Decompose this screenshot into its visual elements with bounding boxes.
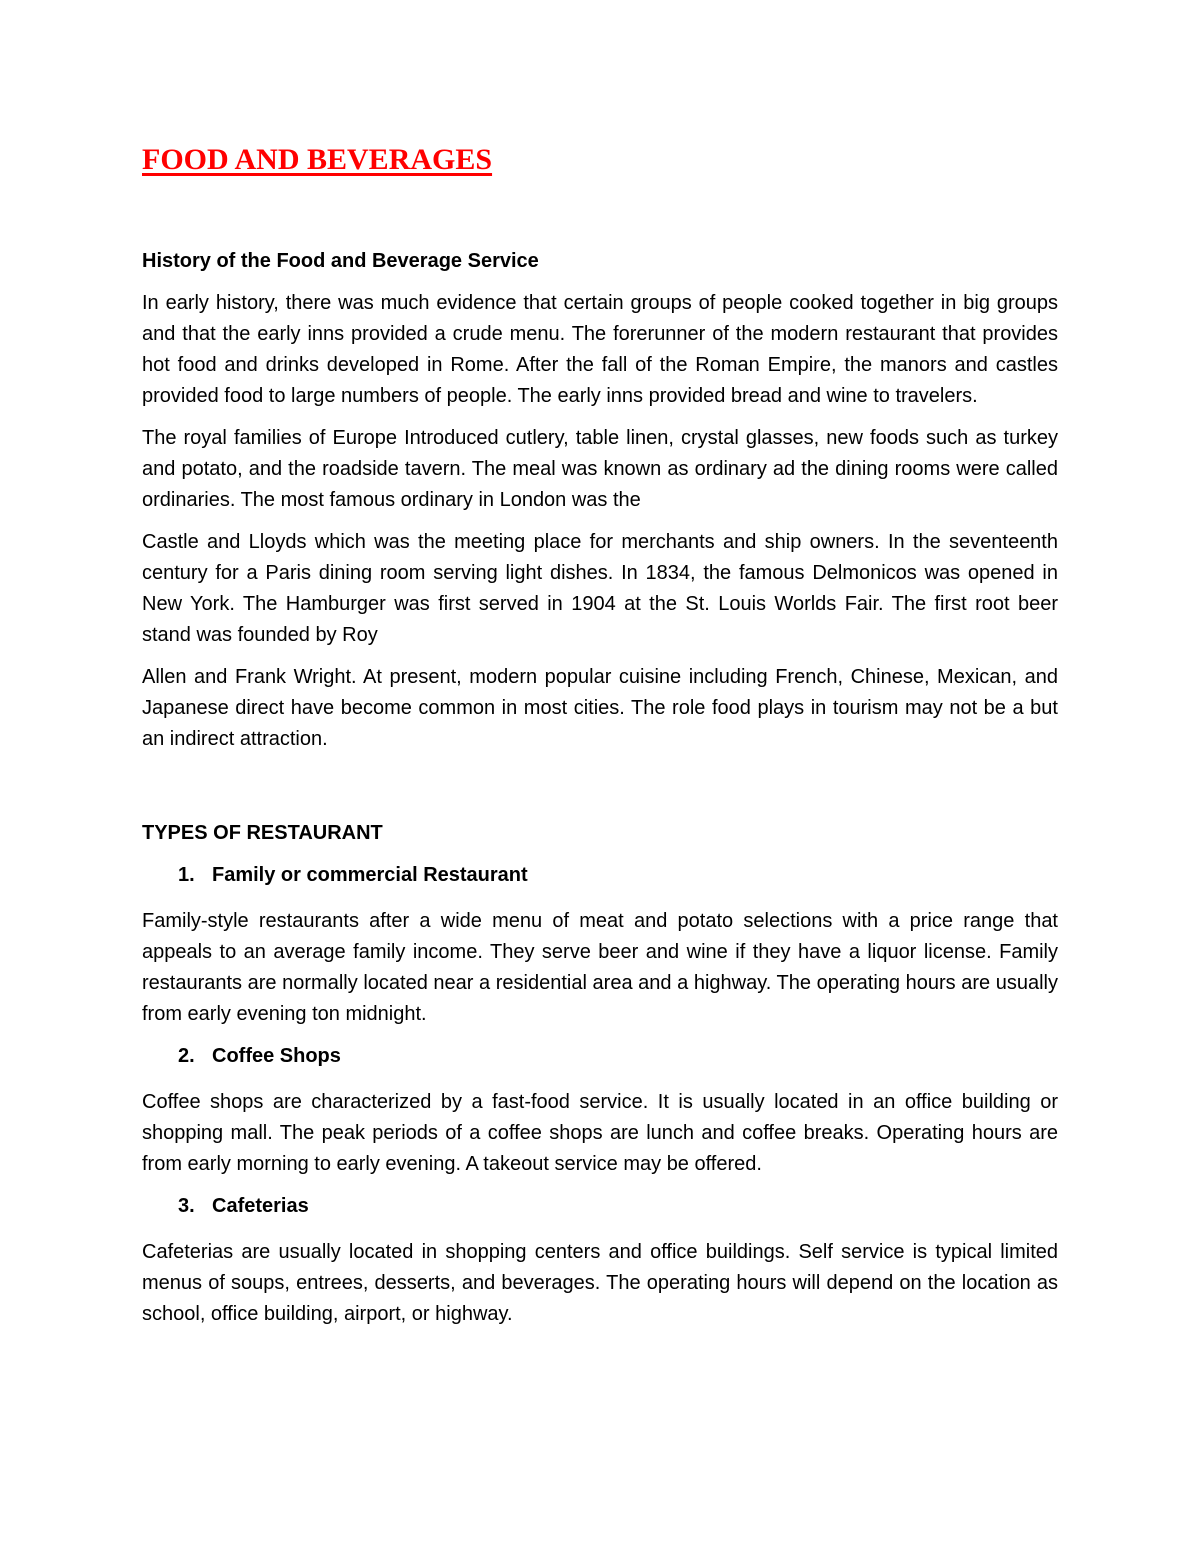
type-1-title: Family or commercial Restaurant [212,864,528,886]
type-3-title: Cafeterias [212,1195,309,1217]
type-1-heading [142,860,1058,891]
type-3-description: Cafeterias are usually located in shopping centers and office buildings. Self service is typical limited menus of soups, entrees, desserts, and beverages. The operating hours will depend on the location as school, office building, airport, or highway. [142,1241,1058,1325]
type-3-number: 3. [178,1195,195,1217]
type-2-title: Coffee Shops [212,1045,341,1067]
types-heading: TYPES OF RESTAURANT [142,822,383,844]
document-page [142,140,1058,1341]
section-spacer [142,766,1058,818]
history-paragraph-3: Castle and Lloyds which was the meeting place for merchants and ship owners. In the seventeenth century for a Paris dining room serving light dishes. In 1834, the famous Delmonicos was opened in New York. The Hamburger was first served in 1904 at the St. Louis Worlds Fair. The first root beer stand was founded by Roy [142,531,1058,646]
history-paragraph-4: Allen and Frank Wright. At present, modern popular cuisine including French, Chinese, Mexican, and Japanese direct have become common in most cities. The role food plays in tourism may not be a but an indirect attraction. [142,666,1058,750]
type-3-heading [142,1191,1058,1222]
document-title: FOOD AND BEVERAGES [142,143,493,176]
history-paragraph-2: The royal families of Europe Introduced cutlery, table linen, crystal glasses, new foods such as turkey and potato, and the roadside tavern. The meal was known as ordinary ad the dining rooms were called ordinaries. The most famous ordinary in London was the [142,427,1058,511]
type-1-description: Family-style restaurants after a wide menu of meat and potato selections with a price range that appeals to an average family income. They serve beer and wine if they have a liquor license. Family restaurants are normally located near a residential area and a highway. The operating hours are usually from early evening ton midnight. [142,910,1058,1025]
history-paragraph-1: In early history, there was much evidence that certain groups of people cooked together in big groups and that the early inns provided a crude menu. The forerunner of the modern restaurant that provides hot food and drinks developed in Rome. After the fall of the Roman Empire, the manors and castles provided food to large numbers of people. The early inns provided bread and wine to travelers. [142,292,1058,407]
history-heading: History of the Food and Beverage Service [142,250,539,272]
type-2-number: 2. [178,1045,195,1067]
type-1-number: 1. [178,864,195,886]
type-2-heading [142,1041,1058,1072]
type-2-description: Coffee shops are characterized by a fast-food service. It is usually located in an office building or shopping mall. The peak periods of a coffee shops are lunch and coffee breaks. Operating hours are from early morning to early evening. A takeout service may be offered. [142,1091,1058,1175]
